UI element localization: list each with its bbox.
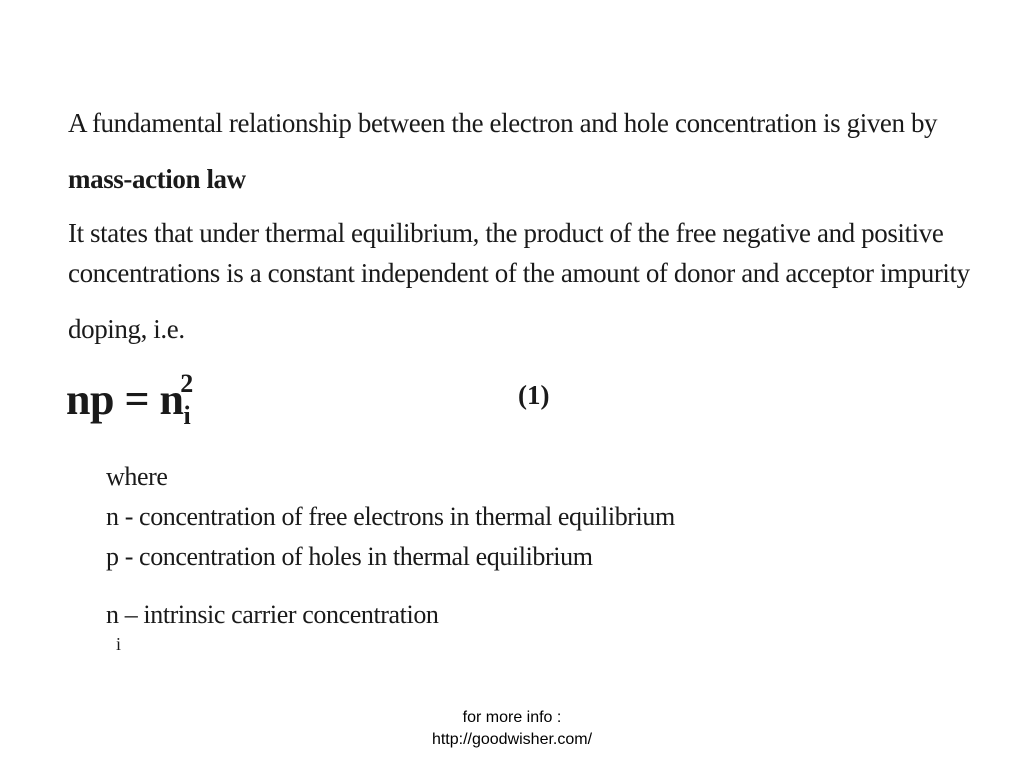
footer-info bbox=[380, 707, 644, 751]
equation-superscript: 2 bbox=[180, 369, 193, 398]
definition-ni: n – intrinsic carrier concentration bbox=[106, 600, 439, 629]
where-label: where bbox=[106, 462, 168, 491]
definition-p: p - concentration of holes in thermal equilibrium bbox=[106, 542, 593, 571]
statement-line-3: doping, i.e. bbox=[68, 314, 185, 344]
equation-lhs: np = n bbox=[66, 375, 184, 424]
statement-line-2: concentrations is a constant independent of the amount of donor and acceptor impurity bbox=[68, 258, 970, 288]
equation-subscript: i bbox=[183, 401, 191, 430]
definition-ni-subscript: i bbox=[116, 634, 122, 654]
footer-line-1: for more info : bbox=[462, 709, 562, 726]
footer-link[interactable]: http://goodwisher.com/ bbox=[431, 731, 593, 748]
statement-line-1: It states that under thermal equilibrium, the product of the free negative and positive bbox=[68, 218, 944, 248]
intro-text: A fundamental relationship between the electron and hole concentration is given by bbox=[68, 108, 938, 138]
mass-action-equation bbox=[66, 369, 203, 430]
law-name: mass-action law bbox=[68, 164, 246, 194]
equation-number: (1) bbox=[518, 380, 550, 410]
definition-n: n - concentration of free electrons in thermal equilibrium bbox=[106, 502, 675, 531]
